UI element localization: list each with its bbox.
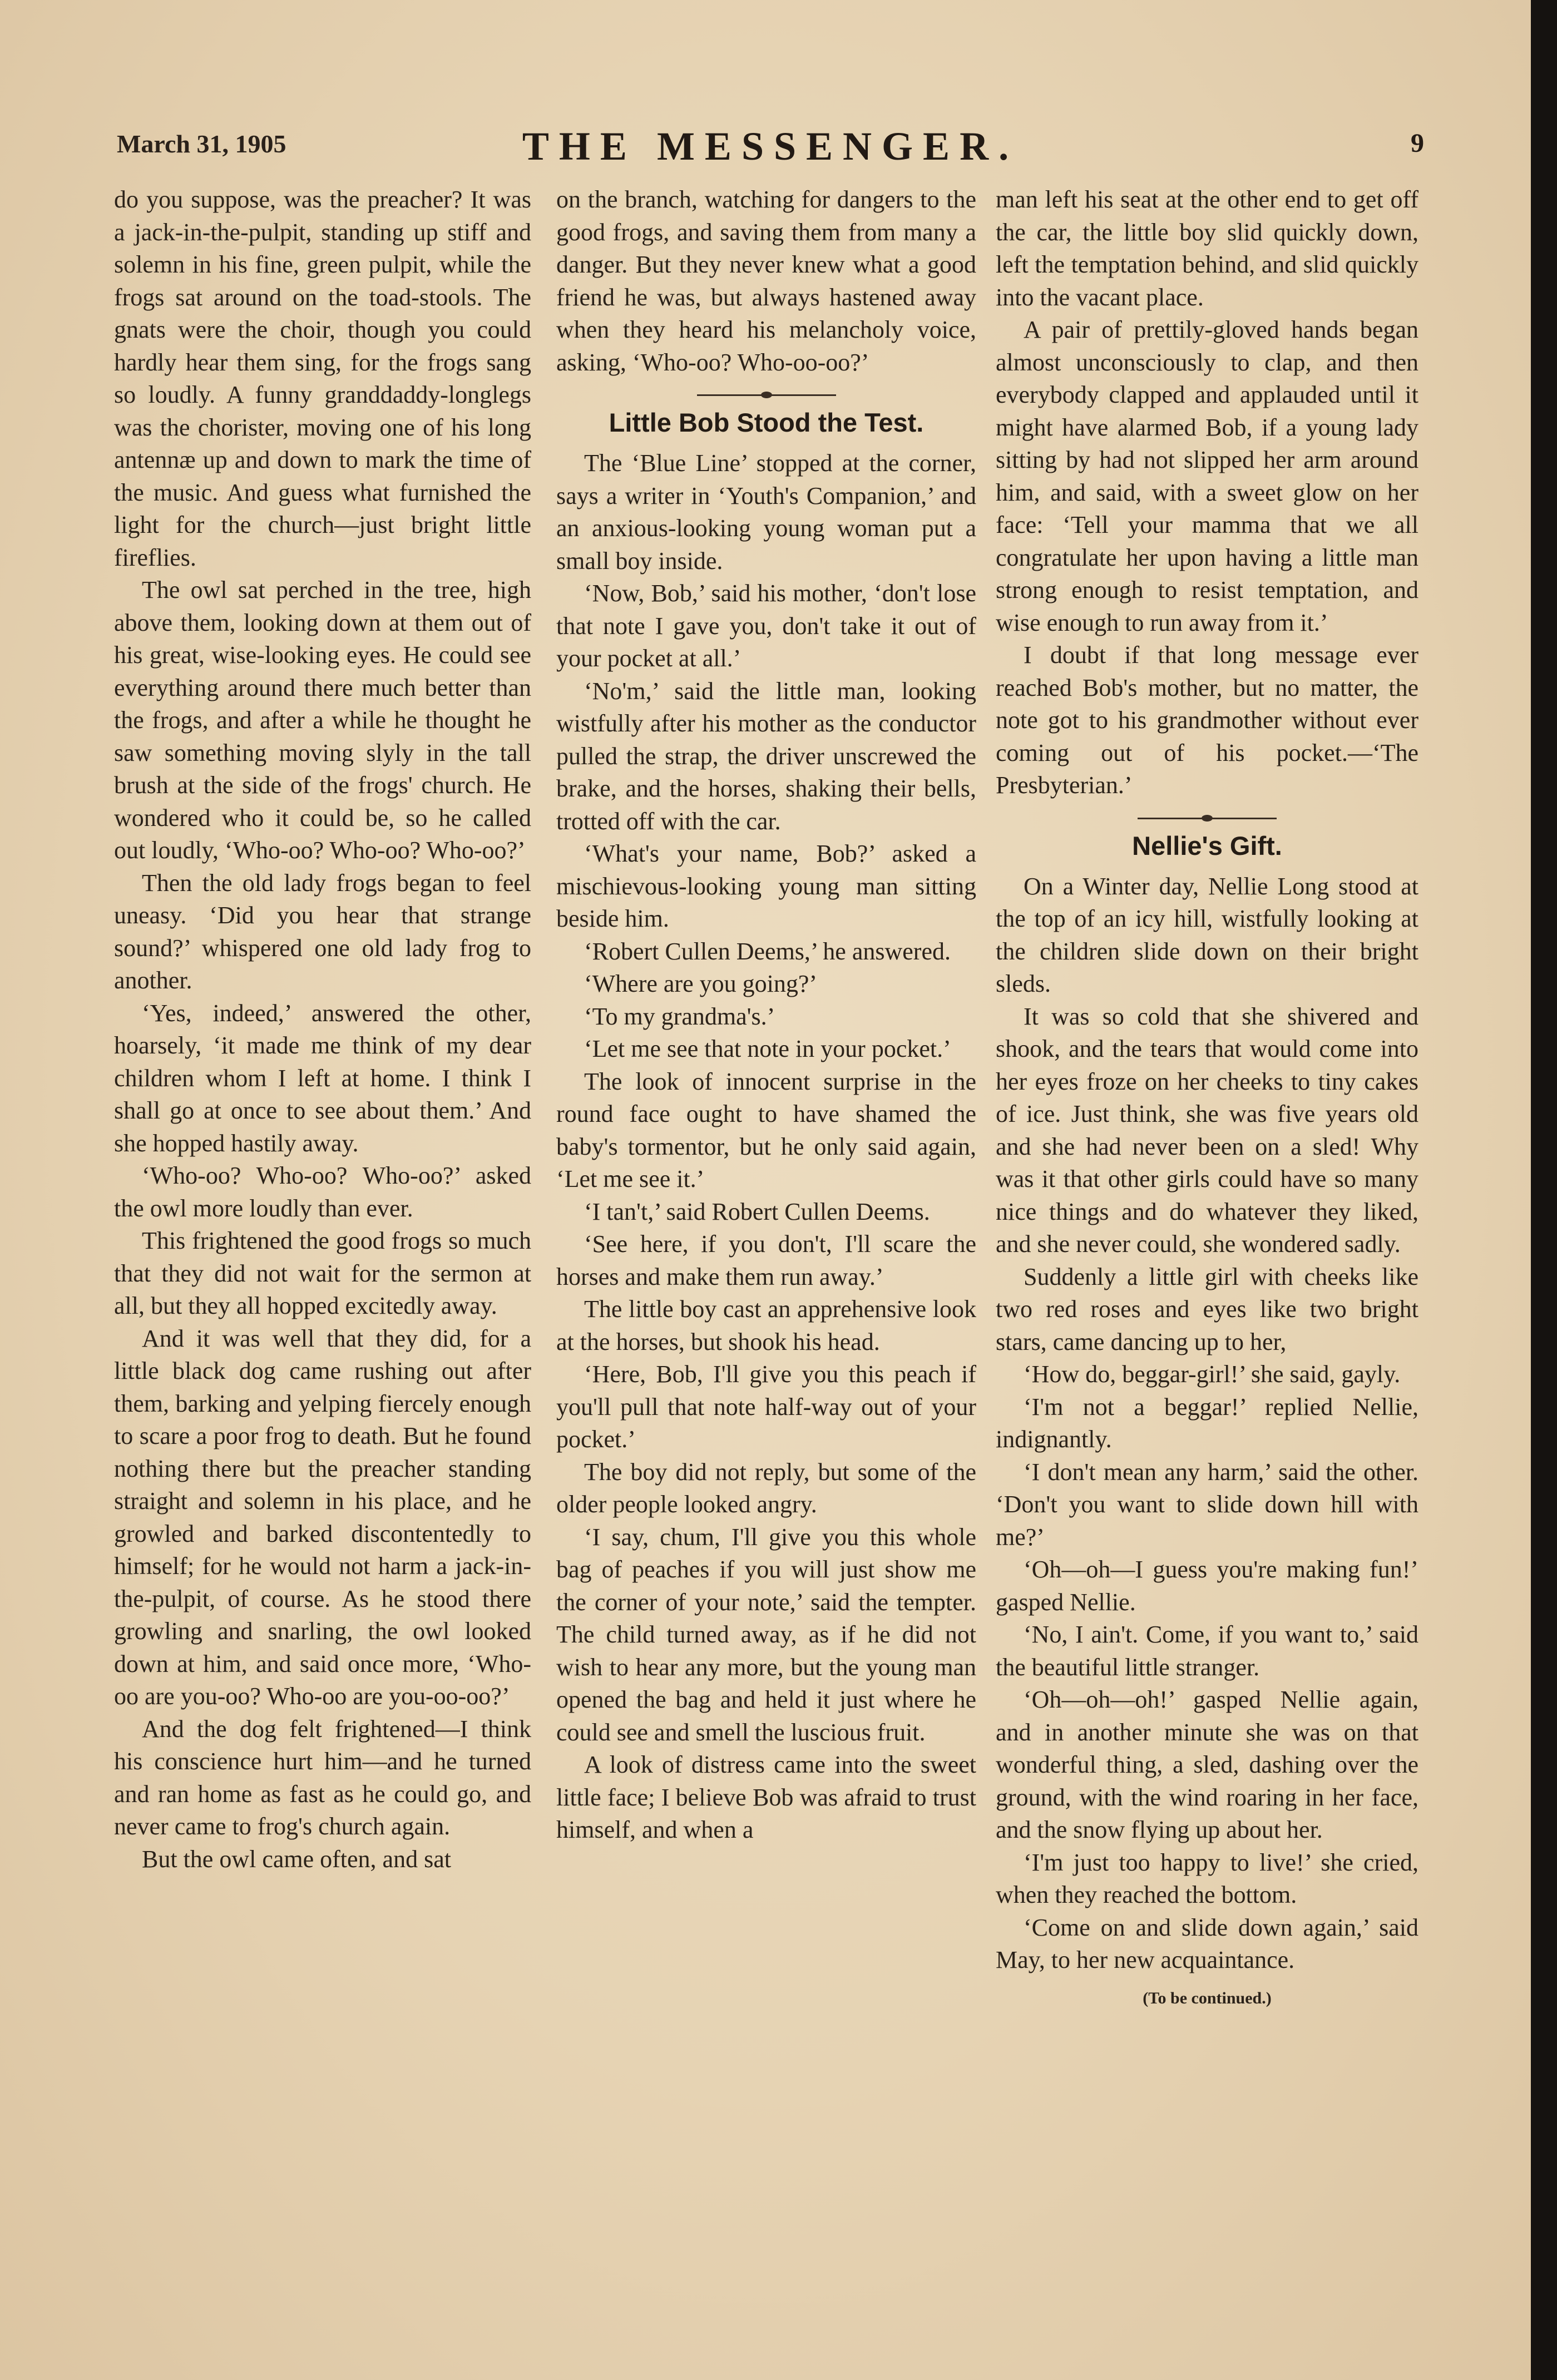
issue-date: March 31, 1905 — [117, 130, 286, 158]
paragraph: It was so cold that she shivered and shook, and the tears that would come into her eyes froze on her cheeks to tiny cakes of ice. Just think, she was five years old and she had never been on a sled! Why was it that other girls could have so many nice things and do whatever they liked, and she never could, she wondered sadly. — [996, 1002, 1418, 1258]
paragraph: ‘I'm not a beggar!’ replied Nellie, indignantly. — [996, 1393, 1418, 1453]
paragraph: ‘Oh—oh—I guess you're making fun!’ gasped Nellie. — [996, 1556, 1418, 1616]
paragraph: man left his seat at the other end to get off the car, the little boy slid quickly down, left the temptation behind, and slid quickly into the vacant place. — [996, 186, 1418, 311]
paragraph: ‘To my grandma's.’ — [584, 1002, 775, 1030]
paragraph: A pair of prettily-gloved hands began almost unconsciously to clap, and then everybody clapped and applauded until it might have alarmed Bob, if a young lady sitting by had not slipped her arm around him, and said, with a sweet glow on her face: ‘Tell your mamma that we all congratulate her upon having a little man strong enough to resist temptation, and wise enough to run away from it.’ — [996, 316, 1418, 636]
paragraph: ‘I'm just too happy to live!’ she cried, when they reached the bottom. — [996, 1848, 1418, 1908]
paragraph: ‘No'm,’ said the little man, looking wistfully after his mother as the conductor pulled the strap, the driver unscrewed the brake, and the horses, shaking their bells, trotted off with the car. — [556, 677, 976, 835]
paragraph: Then the old lady frogs began to feel uneasy. ‘Did you hear that strange sound?’ whispered one old lady frog to another. — [114, 869, 531, 994]
column-1 — [114, 184, 531, 1876]
paragraph: ‘I say, chum, I'll give you this whole bag of peaches if you will just show me the corner of your note,’ said the tempter. The child turned away, as if he did not wish to hear any more, but the young man opened the bag and held it just where he could see and smell the luscious fruit. — [556, 1523, 976, 1746]
paragraph: Suddenly a little girl with cheeks like two red roses and eyes like two bright stars, came dancing up to her, — [996, 1263, 1418, 1355]
scan-edge-shadow — [1531, 0, 1557, 2380]
column-2 — [556, 184, 976, 1847]
paragraph: The boy did not reply, but some of the older people looked angry. — [556, 1458, 976, 1518]
paragraph: The look of innocent surprise in the round face ought to have shamed the baby's tormentor, but he only said again, ‘Let me see it.’ — [556, 1067, 976, 1193]
paragraph: The little boy cast an apprehensive look at the horses, but shook his head. — [556, 1295, 976, 1355]
paragraph: On a Winter day, Nellie Long stood at the top of an icy hill, wistfully looking at the children slide down on their bright sleds. — [996, 872, 1418, 997]
section-divider — [1138, 818, 1277, 819]
paragraph: ‘Oh—oh—oh!’ gasped Nellie again, and in another minute she was on that wonderful thing, a sled, dashing over the ground, with the wind roaring in her face, and the snow flying up about her. — [996, 1686, 1418, 1843]
page-header — [117, 123, 1424, 168]
paragraph: And the dog felt frightened—I think his conscience hurt him—and he turned and ran home as fast as he could go, and never came to frog's church again. — [114, 1715, 531, 1840]
paragraph: do you suppose, was the preacher? It was a jack-in-the-pulpit, standing up stiff and solemn in his fine, green pulpit, while the frogs sat around on the toad-stools. The gnats were the choir, though you could hardly hear them sing, for the frogs sang so loudly. A funny granddaddy-longlegs was the chorister, moving one of his long antennæ up and down to mark the time of the music. And guess what furnished the light for the church—just bright little fireflies. — [114, 186, 531, 571]
paragraph: ‘Here, Bob, I'll give you this peach if you'll pull that note half-way out of your pocket.’ — [556, 1360, 976, 1453]
paragraph: ‘Yes, indeed,’ answered the other, hoarsely, ‘it made me think of my dear children whom I left at home. I think I shall go at once to see about them.’ And she hopped hastily away. — [114, 999, 531, 1157]
paragraph: on the branch, watching for dangers to the good frogs, and saving them from many a danger. But they never knew what a good friend he was, but always hastened away when they heard his melancholy voice, asking, ‘Who-oo? Who-oo-oo?’ — [556, 186, 976, 376]
paragraph: ‘I tan't,’ said Robert Cullen Deems. — [584, 1198, 930, 1225]
paragraph: ‘Where are you going?’ — [584, 970, 818, 997]
paragraph: But the owl came often, and sat — [142, 1845, 451, 1873]
paragraph: And it was well that they did, for a little black dog came rushing out after them, barking and yelping fiercely enough to scare a poor frog to death. But he found nothing there but the preacher standing straight and solemn in his place, and he growled and barked discontentedly to himself; for he would not harm a jack-in-the-pulpit, of course. As he stood there growling and snarling, the owl looked down at him, and said once more, ‘Who-oo are you-oo? Who-oo are you-oo-oo?’ — [114, 1324, 531, 1710]
paragraph: ‘Now, Bob,’ said his mother, ‘don't lose that note I gave you, don't take it out of your pocket at all.’ — [556, 580, 976, 672]
article-heading: Little Bob Stood the Test. — [609, 408, 924, 437]
paragraph: ‘What's your name, Bob?’ asked a mischievous-looking young man sitting beside him. — [556, 840, 976, 932]
paragraph: ‘No, I ain't. Come, if you want to,’ said the beautiful little stranger. — [996, 1621, 1418, 1681]
paragraph: I doubt if that long message ever reached Bob's mother, but no matter, the note got to his grandmother without ever coming out of his pocket.—‘The Presbyterian.’ — [996, 641, 1418, 799]
paragraph: The owl sat perched in the tree, high above them, looking down at them out of his great, wise-looking eyes. He could see everything around there much better than the frogs, and after a while he thought he saw something moving slyly in the tall brush at the side of the frogs' church. He wondered who it could be, so he called out loudly, ‘Who-oo? Who-oo? Who-oo?’ — [114, 576, 531, 864]
paragraph: ‘See here, if you don't, I'll scare the horses and make them run away.’ — [556, 1230, 976, 1290]
paragraph: A look of distress came into the sweet little face; I believe Bob was afraid to trust himself, and when a — [556, 1751, 976, 1843]
paragraph: ‘Robert Cullen Deems,’ he answered. — [584, 937, 951, 965]
continued-note: (To be continued.) — [1143, 1988, 1272, 2007]
paragraph: The ‘Blue Line’ stopped at the corner, says a writer in ‘Youth's Companion,’ and an anxious-looking young woman put a small boy inside. — [556, 449, 976, 575]
column-3 — [996, 184, 1418, 2015]
paragraph: ‘Who-oo? Who-oo? Who-oo?’ asked the owl more loudly than ever. — [114, 1162, 531, 1222]
masthead-title: THE MESSENGER. — [522, 124, 1019, 169]
page-number: 9 — [1411, 128, 1424, 158]
paragraph: ‘I don't mean any harm,’ said the other. ‘Don't you want to slide down hill with me?’ — [996, 1458, 1418, 1551]
paragraph: ‘How do, beggar-girl!’ she said, gayly. — [1024, 1360, 1401, 1388]
paragraph: ‘Come on and slide down again,’ said May, to her new acquaintance. — [996, 1913, 1418, 1973]
section-divider — [697, 394, 836, 396]
article-heading: Nellie's Gift. — [1132, 830, 1282, 860]
paragraph: ‘Let me see that note in your pocket.’ — [584, 1035, 951, 1062]
paragraph: This frightened the good frogs so much that they did not wait for the sermon at all, but they all hopped excitedly away. — [114, 1227, 531, 1319]
